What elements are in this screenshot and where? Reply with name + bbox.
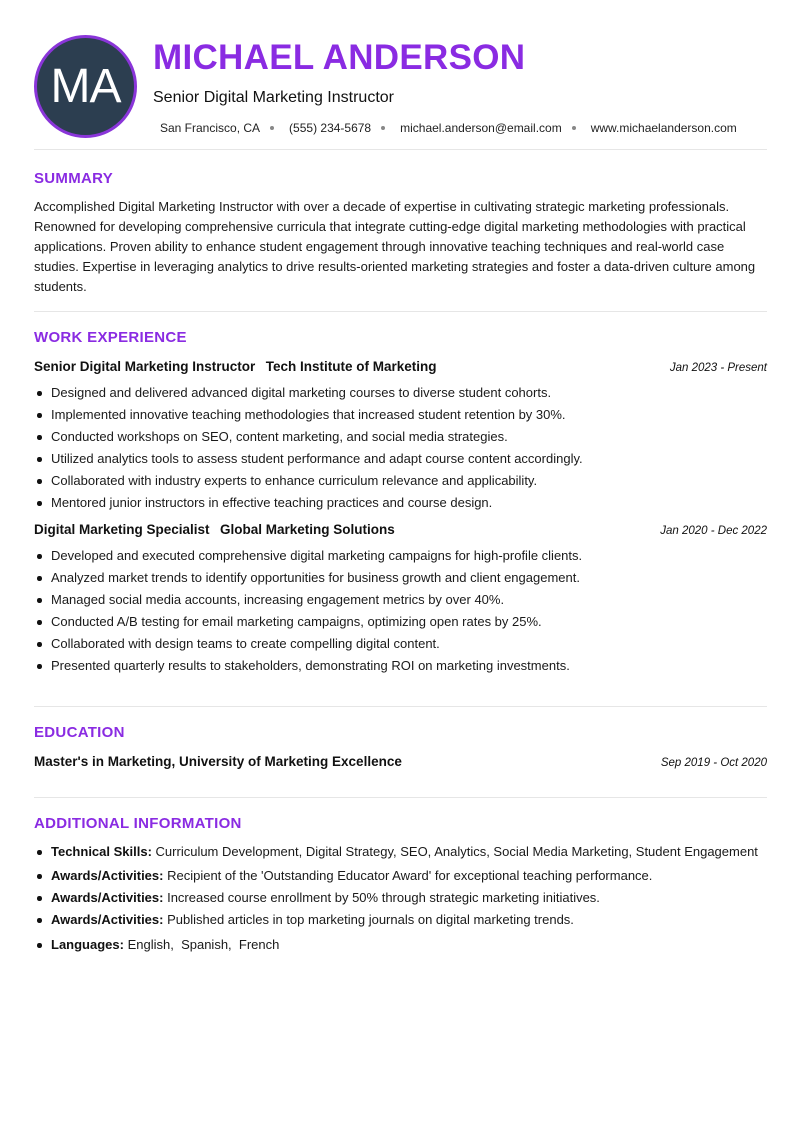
job-company: Global Marketing Solutions — [220, 522, 395, 537]
contact-email[interactable]: michael.anderson@email.com — [400, 121, 562, 135]
job-entry — [34, 520, 767, 677]
avatar — [34, 35, 137, 138]
job-role: Senior Digital Marketing Instructor — [34, 359, 256, 374]
list-item: Utilized analytics tools to assess student performance and adapt course content accordingly. — [34, 448, 767, 470]
divider — [34, 311, 767, 312]
list-item — [34, 865, 767, 887]
section-heading-summary: SUMMARY — [34, 170, 114, 187]
list-item — [34, 934, 767, 956]
job-bullets — [34, 382, 767, 514]
education-entry — [34, 752, 767, 772]
job-header — [34, 357, 767, 377]
item-label: Languages: — [51, 937, 124, 952]
list-item: Conducted workshops on SEO, content marketing, and social media strategies. — [34, 426, 767, 448]
separator-dot-icon — [270, 126, 274, 130]
list-item — [34, 909, 767, 931]
contact-phone: (555) 234-5678 — [289, 121, 372, 135]
candidate-name: MICHAEL ANDERSON — [153, 38, 526, 77]
section-heading-work-experience: WORK EXPERIENCE — [34, 329, 187, 346]
list-item: Collaborated with design teams to create compelling digital content. — [34, 633, 767, 655]
item-value: Recipient of the 'Outstanding Educator Award' for exceptional teaching performance. — [167, 868, 653, 883]
job-entry — [34, 357, 767, 514]
divider — [34, 797, 767, 798]
divider — [34, 706, 767, 707]
summary-section — [34, 170, 767, 297]
job-bullets — [34, 545, 767, 677]
section-heading-education: EDUCATION — [34, 724, 125, 741]
list-item — [34, 887, 767, 909]
job-role: Digital Marketing Specialist — [34, 522, 210, 537]
item-label: Awards/Activities: — [51, 912, 164, 927]
list-item: Managed social media accounts, increasing engagement metrics by over 40%. — [34, 589, 767, 611]
contact-website[interactable]: www.michaelanderson.com — [590, 121, 737, 135]
contact-info — [160, 120, 737, 136]
avatar-initials: MA — [50, 60, 121, 113]
item-value: English, Spanish, French — [127, 937, 280, 952]
list-item: Mentored junior instructors in effective teaching practices and course design. — [34, 492, 767, 514]
list-item: Collaborated with industry experts to enhance curriculum relevance and applicability. — [34, 470, 767, 492]
separator-dot-icon — [572, 126, 576, 130]
additional-info-section — [34, 815, 767, 956]
list-item: Analyzed market trends to identify opportunities for business growth and client engagement. — [34, 567, 767, 589]
candidate-title: Senior Digital Marketing Instructor — [153, 89, 394, 106]
item-label: Technical Skills: — [51, 844, 152, 859]
education-degree: Master's in Marketing, University of Marketing Excellence — [34, 754, 402, 769]
work-experience-section — [34, 329, 767, 677]
education-dates: Sep 2019 - Oct 2020 — [660, 757, 767, 769]
item-label: Awards/Activities: — [51, 868, 164, 883]
separator-dot-icon — [381, 126, 385, 130]
item-value: Published articles in top marketing journals on digital marketing trends. — [167, 912, 574, 927]
resume-header — [34, 0, 767, 150]
list-item: Implemented innovative teaching methodologies that increased student retention by 30%. — [34, 404, 767, 426]
list-item: Designed and delivered advanced digital marketing courses to diverse student cohorts. — [34, 382, 767, 404]
job-dates: Jan 2020 - Dec 2022 — [660, 525, 767, 537]
resume-page — [34, 0, 767, 952]
list-item: Presented quarterly results to stakeholders, demonstrating ROI on marketing investments. — [34, 655, 767, 677]
list-item: Conducted A/B testing for email marketing campaigns, optimizing open rates by 25%. — [34, 611, 767, 633]
list-item — [34, 841, 767, 863]
list-item: Developed and executed comprehensive digital marketing campaigns for high-profile clients. — [34, 545, 767, 567]
additional-info-list — [34, 841, 767, 956]
item-value: Increased course enrollment by 50% through strategic marketing initiatives. — [167, 890, 600, 905]
section-heading-additional-information: ADDITIONAL INFORMATION — [34, 815, 242, 832]
job-header — [34, 520, 767, 540]
item-label: Awards/Activities: — [51, 890, 164, 905]
summary-text: Accomplished Digital Marketing Instructor with over a decade of expertise in cultivating strategic marketing professionals. Renowned for developing comprehensive curricula that integrate cutting-edge digital marketing methodologies with practical applications. Proven ability to enhance student engagement through innovative teaching techniques and real-world case studies. Expertise in leveraging analytics to drive results-oriented marketing strategies and foster a data-driven culture among students. — [34, 199, 756, 294]
job-dates: Jan 2023 - Present — [669, 362, 767, 374]
item-value: Curriculum Development, Digital Strategy, SEO, Analytics, Social Media Marketing, Student Engagement — [155, 844, 758, 859]
job-company: Tech Institute of Marketing — [265, 359, 437, 374]
contact-location: San Francisco, CA — [160, 121, 261, 135]
education-section — [34, 724, 767, 772]
